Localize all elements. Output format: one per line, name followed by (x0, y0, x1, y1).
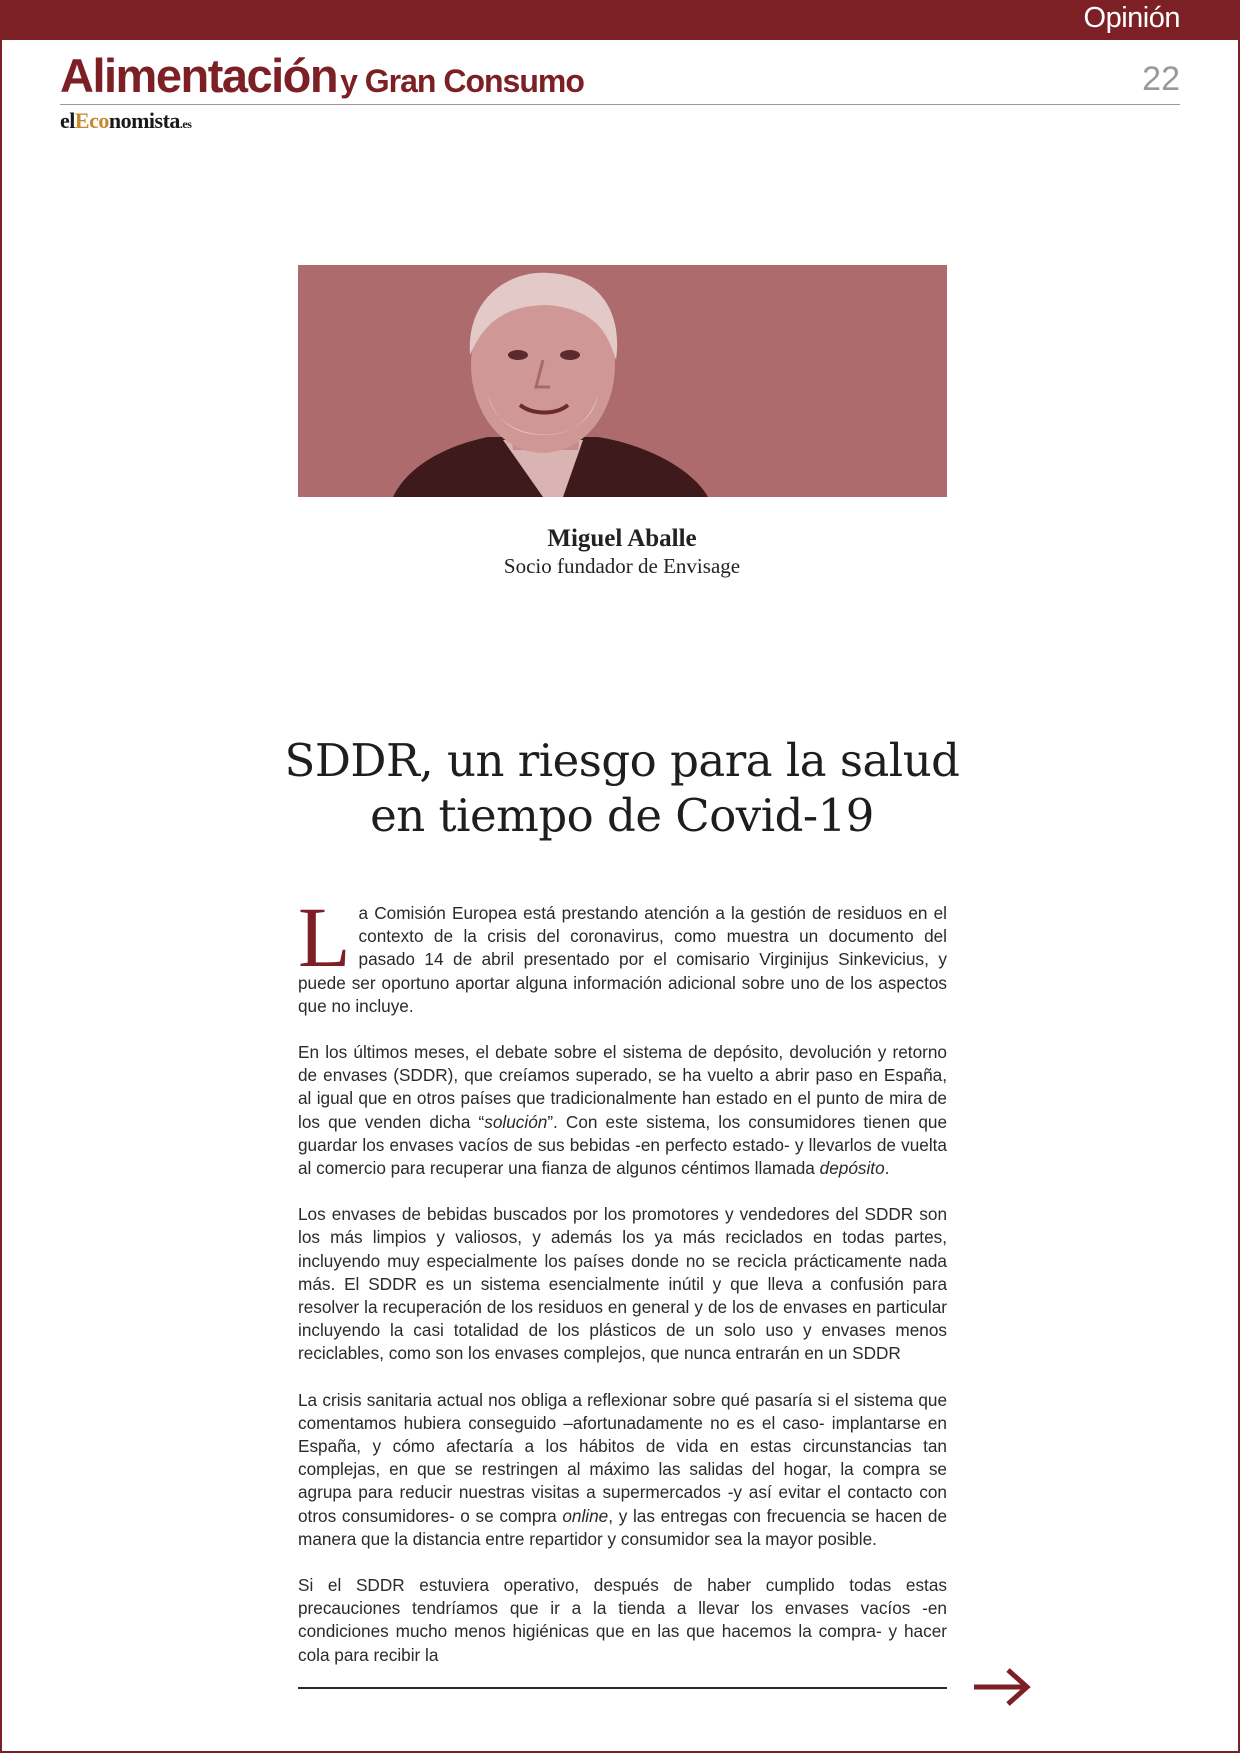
paragraph-4-text-a: La crisis sanitaria actual nos obliga a reflexionar sobre qué pasaría si el sistema que comentamos hubiera conseguido –afortunadamente no es el caso- implantarse en España, y cómo afectaría a los hábitos de vida en estas circunstancias tan complejas, en que se restringen al máximo las salidas del hogar, la compra se agrupa para reducir nuestras visitas a supermercados -y así evitar el contacto con otros consumidores- o se compra (298, 1389, 947, 1526)
page-number: 22 (1142, 60, 1180, 98)
brand-logo (60, 108, 191, 134)
article-title-line-2: en tiempo de Covid-19 (370, 789, 874, 842)
paragraph-5: Si el SDDR estuviera operativo, después de haber cumplido todas estas precauciones tendríamos que ir a la tienda a llevar los envases vacíos -en condiciones mucho menos higiénicas que en las que hacemos la compra- y hacer cola para recibir la (298, 1575, 947, 1665)
paragraph-1-text: a Comisión Europea está prestando atención a la gestión de residuos en el contexto de la crisis del coronavirus, como muestra un documento del pasado 14 de abril presentado por el comisario Virginijus Sinkevicius, y puede ser oportuno aportar alguna información adicional sobre uno de los aspectos que no incluye. (298, 903, 947, 1016)
author-role: Socio fundador de Envisage (503, 554, 741, 578)
paragraph-2-text-c: . (884, 1158, 890, 1179)
header-divider (60, 104, 1180, 105)
paragraph-2-text-b: ”. Con este sistema, los consumidores tienen que guardar los envases vacíos de sus bebidas -en perfecto estado- y llevarlos de vuelta al comercio para recuperar una fianza de algunos céntimos llamada (298, 1111, 948, 1179)
brand-tld: .es (179, 117, 192, 131)
article-title (2, 733, 1240, 843)
next-page-button[interactable] (972, 1665, 1032, 1709)
article-title-line-1: SDDR, un riesgo para la salud (284, 734, 960, 787)
masthead-main: Alimentación (60, 49, 338, 102)
author-block (2, 525, 1240, 579)
paragraph-1 (298, 889, 947, 1018)
publication-masthead (60, 48, 584, 103)
brand-prefix: el (60, 108, 75, 133)
brand-eco: Eco (74, 108, 109, 133)
paragraph-4-text-b: , y las entregas con frecuencia se hacen de manera que la distancia entre repartidor y consumidor sea la mayor posible. (298, 1505, 948, 1549)
paragraph-4-emphasis: online (562, 1505, 609, 1526)
author-photo (298, 265, 947, 497)
paragraph-2-emphasis-1: solución (484, 1111, 548, 1132)
author-name: Miguel Aballe (547, 525, 697, 552)
paragraph-3: Los envases de bebidas buscados por los promotores y vendedores del SDDR son los más limpios y valiosos, y además los ya más reciclados en todas partes, incluyendo muy especialmente los países donde no se recicla prácticamente nada más. El SDDR es un sistema esencialmente inútil y que lleva a confusión para resolver la recuperación de los residuos en general y de los de envases en particular incluyendo la casi totalidad de los plásticos de un solo uso y envases menos reciclables, como son los envases complejos, que nunca entrarán en un SDDR (298, 1204, 947, 1364)
paragraph-2-emphasis-2: depósito (819, 1158, 885, 1179)
paragraph-2-text-a: En los últimos meses, el debate sobre el sistema de depósito, devolución y retorno de envases (SDDR), que creíamos superado, se ha vuelto a abrir paso en España, al igual que en otros países que tradicionalmente han estado en el punto de mira de los que venden dicha “ (298, 1042, 947, 1132)
article-end-rule (298, 1687, 947, 1689)
author-portrait-image (298, 265, 947, 497)
section-label: Opinión (1083, 2, 1180, 34)
paragraph-2 (298, 1041, 947, 1180)
article-body (298, 889, 948, 1690)
paragraph-4 (298, 1389, 947, 1551)
masthead-sub: y Gran Consumo (340, 63, 584, 99)
brand-suffix: nomista (108, 108, 180, 133)
top-bar (2, 0, 1238, 40)
arrow-right-icon (972, 1665, 1032, 1709)
drop-cap: L (298, 889, 351, 985)
